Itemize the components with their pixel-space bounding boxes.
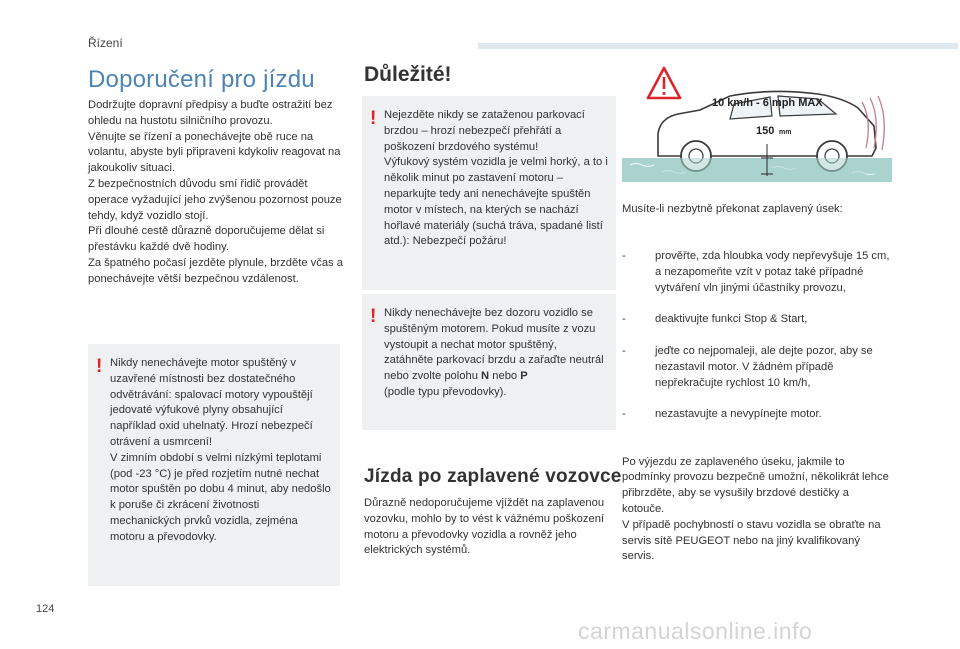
header-bar bbox=[478, 43, 958, 49]
list-item bbox=[622, 344, 892, 391]
important-heading: Důležité! bbox=[364, 63, 452, 86]
instructions-outro: Po výjezdu ze zaplaveného úseku, jakmile to podmínky provozu bezpečně umožní, několikrát lehce přibrzděte, aby se vysušily brzdové destičky a kotouče. V případě pochybností o stavu vozidla se obraťte na servis sítě PEUGEOT nebo na jiný kvalifikovaný servis. bbox=[622, 455, 889, 563]
warning-box-engine-running bbox=[88, 344, 340, 586]
list-item bbox=[622, 249, 892, 296]
warning-text: Nikdy nenechávejte motor spuštěný v uzavřené místnosti bez dostatečného odvětrávání: spalovací motory vypouštějí jedovaté výfukové plyny obsahující například oxid uhelnatý. Hrozí nebezpečí otrávení a usmrcení! V zimním období s velmi nízkými teplotami (pod -23 °C) je před rozjetím nutné nechat motor spuštěn po dobu 4 minut, aby nedošlo k poruše či zkrácení životnosti mechanických prvků vozidla, zejména motoru a převodovky. bbox=[110, 357, 331, 543]
warning-exclamation-icon: ! bbox=[370, 108, 377, 129]
list-item bbox=[622, 407, 892, 423]
depth-value: 150 bbox=[756, 125, 775, 137]
flood-heading: Jízda po zaplavené vozovce bbox=[364, 466, 622, 487]
speed-limit-label: 10 km/h - 6 mph MAX bbox=[712, 97, 823, 109]
watermark: carmanualsonline.info bbox=[578, 618, 813, 644]
warning-exclamation-icon: ! bbox=[370, 306, 377, 327]
page-number: 124 bbox=[36, 603, 55, 615]
warning-text bbox=[384, 306, 608, 401]
section-label: Řízení bbox=[88, 36, 123, 50]
list-item bbox=[622, 312, 892, 328]
warning-text: Nejezděte nikdy se zataženou parkovací brzdou – hrozí nebezpečí přehřátí a poškození brzdového systému! Výfukový systém vozidla je velmi horký, a to i několik minut po zastavení motoru – neparkujte tedy ani nenechávejte spuštěn motor v místech, na kterých se nachází hořlavé materiály (suchá tráva, spadané listí atd.): Nebezpečí požáru! bbox=[384, 109, 608, 248]
list-item-text: prověřte, zda hloubka vody nepřevyšuje 15 cm, a nezapomeňte vzít v potaz také případné vytváření vln jinými účastníky provozu, bbox=[655, 250, 890, 294]
list-item-text: deaktivujte funkci Stop & Start, bbox=[655, 313, 808, 326]
page-title: Doporučení pro jízdu bbox=[88, 66, 315, 93]
warning-text-part: (podle typu převodovky). bbox=[384, 385, 507, 398]
list-dash: - bbox=[622, 408, 626, 421]
gear-p: P bbox=[520, 370, 528, 383]
instructions-intro: Musíte-li nezbytně překonat zaplavený úsek: bbox=[622, 202, 843, 215]
warning-triangle-icon bbox=[648, 68, 680, 98]
gear-n: N bbox=[481, 370, 490, 383]
warning-text-part: nebo bbox=[489, 370, 521, 383]
warning-box-unattended-vehicle bbox=[362, 294, 616, 430]
flooded-road-illustration bbox=[622, 64, 892, 182]
list-dash: - bbox=[622, 344, 626, 357]
list-item-text: jeďte co nejpomaleji, ale dejte pozor, aby se nezastavil motor. V žádném případě nepřekračujte rychlost 10 km/h, bbox=[655, 344, 873, 389]
list-item-text: nezastavujte a nevypínejte motor. bbox=[655, 408, 822, 421]
instructions-list bbox=[622, 233, 892, 438]
depth-unit: mm bbox=[779, 129, 792, 136]
list-dash: - bbox=[622, 313, 626, 326]
list-dash: - bbox=[622, 250, 626, 263]
driving-advice-text: Dodržujte dopravní předpisy a buďte ostražití bez ohledu na hustotu silničního provozu. Věnujte se řízení a ponechávejte obě ruce na volantu, abyste byli připraveni kdykoliv reagovat na jakoukoliv situaci. Z bezpečnostních důvodu smí řidič provádět operace vyžadující jeho zvýšenou pozornost pouze tehdy, když vozidlo stojí. Při dlouhé cestě důrazně doporučujeme dělat si přestávku každé dvě hodiny. Za špatného počasí jezděte plynule, brzděte včas a ponechávejte větší bezpečnou vzdálenost. bbox=[88, 99, 343, 285]
flood-instructions bbox=[622, 186, 892, 581]
warning-text-part: Nikdy nenechávejte bez dozoru vozidlo se spuštěným motorem. Pokud musíte z vozu vystoupit a nechat motor spuštěný, zatáhněte parkovací brzdu a zařaďte neutrál nebo zvolte polohu bbox=[384, 307, 604, 383]
warning-box-parking-brake bbox=[362, 96, 616, 290]
warning-exclamation-icon: ! bbox=[96, 356, 103, 377]
flood-paragraph: Důrazně nedoporučujeme vjíždět na zaplavenou vozovku, mohlo by to vést k vážnému poškození motoru a převodovky vozidla a rovněž jeho elektrických systémů. bbox=[364, 497, 605, 557]
